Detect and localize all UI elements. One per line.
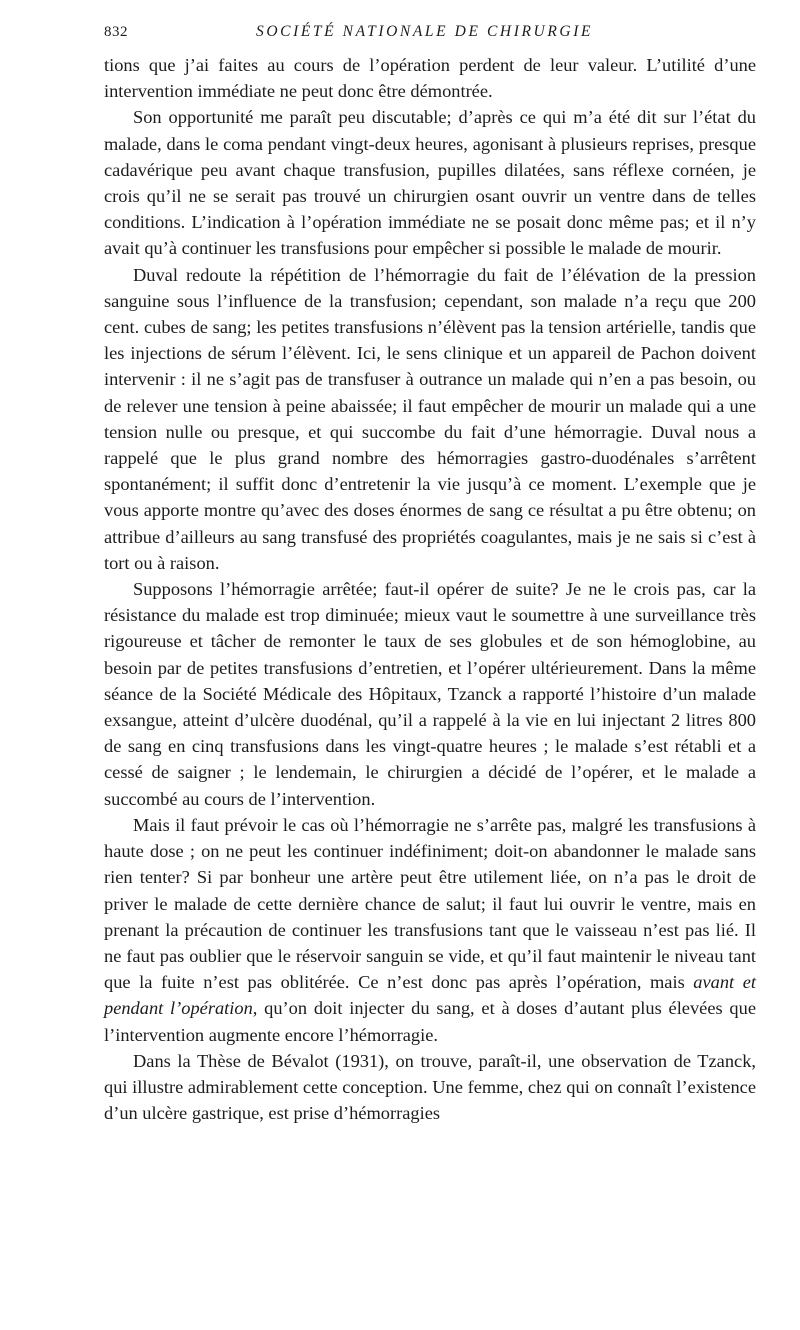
paragraph-6: Dans la Thèse de Bévalot (1931), on trouve, paraît-il, une observation de Tzanck, qui illustre admirablement cette conception. Une femme, chez qui on connaît l’existence d’un ulcère gastrique, est prise d’hémorragies bbox=[104, 1050, 756, 1124]
paragraph-1: tions que j’ai faites au cours de l’opération perdent de leur valeur. L’utilité d’une intervention immédiate ne peut donc être démontrée. bbox=[104, 55, 756, 102]
paragraph-5 bbox=[104, 812, 756, 1048]
paragraph-5-italic-phrase: avant et pendant l’opération bbox=[104, 972, 756, 1019]
running-header bbox=[104, 18, 756, 52]
paragraph-3: Duval redoute la répétition de l’hémorragie du fait de l’élévation de la pression sanguine sous l’influence de la transfusion; cependant, son malade n’a reçu que 200 cent. cubes de sang; les petites transfusions n’élèvent pas la tension artérielle, tandis que les injections de sérum l’élèvent. Ici, le sens clinique et un appareil de Pachon doivent intervenir : il ne s’agit pas de transfuser à outrance un malade qui n’en a pas besoin, ou de relever une tension à peine abaissée; il faut empêcher de mourir un malade qui a une tension nulle ou presque, et qui succombe du fait d’une hémorragie. Duval nous a rappelé que le plus grand nombre des hémorragies gastro-duodénales s’arrêtent spontanément; il suffit donc d’entretenir la vie jusqu’à ce moment. L’exemple que je vous apporte montre qu’avec des doses énormes de sang ce résultat a pu être obtenu; on attribue d’ailleurs au sang transfusé des propriétés coagulantes, mais je ne sais si c’est à tort ou à raison. bbox=[104, 264, 756, 573]
paragraph-4: Supposons l’hémorragie arrêtée; faut-il opérer de suite? Je ne le crois pas, car la résistance du malade est trop diminuée; mieux vaut le soumettre à une surveillance très rigoureuse et tâcher de remonter le taux de ses globules et de son hémoglobine, au besoin par de petites transfusions d’entretien, et l’opérer ultérieurement. Dans la même séance de la Société Médicale des Hôpitaux, Tzanck a rapporté l’histoire d’un malade exsangue, atteint d’ulcère duodénal, qu’il a rappelé à la vie en lui injectant 2 litres 800 de sang en cinq transfusions dans les vingt-quatre heures ; le malade s’est rétabli et a cessé de saigner ; le lendemain, le chirurgien a décidé de l’opérer, et le malade a succombé au cours de l’intervention. bbox=[104, 579, 756, 809]
paragraph-5-text-before: Mais il faut prévoir le cas où l’hémorragie ne s’arrête pas, malgré les transfusions à haute dose ; on ne peut les continuer indéfiniment; doit-on abandonner le malade sans rien tenter? Si par bonheur une artère peut être utilement liée, on n’a pas le droit de priver le malade de cette dernière chance de salut; il faut lui ouvrir le ventre, mais en prenant la précaution de continuer les transfusions tant que le vaisseau n’est pas lié. Il ne faut pas oublier que le réservoir sanguin se vide, et qu’il faut maintenir le niveau tant que la fuite n’est pas oblitérée. Ce n’est donc pas après l’opération, mais bbox=[104, 814, 756, 993]
page-number: 832 bbox=[104, 24, 128, 40]
running-title: SOCIÉTÉ NATIONALE DE CHIRURGIE bbox=[256, 23, 594, 40]
article-body bbox=[104, 52, 756, 1126]
paragraph-2: Son opportunité me paraît peu discutable; d’après ce qui m’a été dit sur l’état du malade, dans le coma pendant vingt-deux heures, agonisant à plusieurs reprises, presque cadavérique peu avant chaque transfusion, pupilles dilatées, sans réflexe cornéen, je crois qu’il ne se serait pas trouvé un chirurgien osant ouvrir un ventre dans de telles conditions. L’indication à l’opération immédiate ne se posait donc même pas; et il n’y avait qu’à continuer les transfusions pour empêcher si possible le malade de mourir. bbox=[104, 107, 756, 259]
document-page bbox=[104, 18, 756, 1126]
paragraph-5-text-after: , qu’on doit injecter du sang, et à doses d’autant plus élevées que l’intervention augmente encore l’hémorragie. bbox=[104, 998, 756, 1045]
